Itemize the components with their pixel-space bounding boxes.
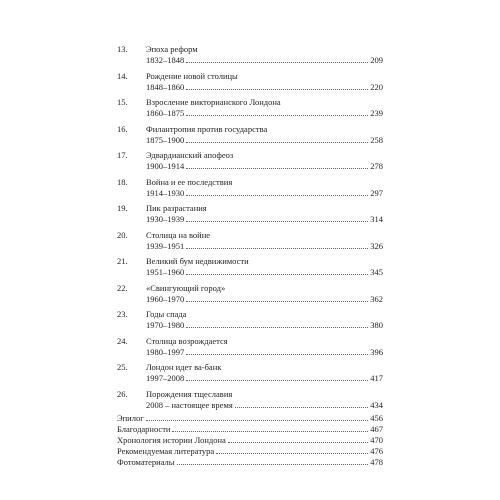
entry-title: Фотоматериалы bbox=[117, 456, 175, 467]
dot-leader bbox=[186, 380, 368, 381]
chapter-page-number: 258 bbox=[370, 134, 383, 145]
toc-entry-epilogue bbox=[117, 413, 383, 424]
chapter-period: 1939–1951 bbox=[146, 240, 185, 251]
chapter-period: 1832–1848 bbox=[146, 55, 185, 65]
chapter-period: 1930–1939 bbox=[146, 214, 185, 224]
chapter-period: 1914–1930 bbox=[146, 187, 185, 198]
chapter-page-number: 297 bbox=[370, 187, 383, 198]
dot-leader bbox=[186, 115, 368, 116]
chapter-number: 15. bbox=[117, 97, 128, 107]
entry-title: Благодарности bbox=[117, 423, 171, 434]
dot-leader bbox=[186, 248, 368, 249]
chapter-page-number: 220 bbox=[370, 81, 383, 92]
entry-title: Рекомендуемая литература bbox=[117, 445, 215, 456]
chapter-number: 17. bbox=[117, 150, 128, 160]
dot-leader bbox=[186, 274, 368, 275]
entry-page-number: 476 bbox=[370, 445, 383, 456]
chapter-number: 26. bbox=[117, 388, 128, 399]
chapter-number: 18. bbox=[117, 176, 128, 187]
chapter-period: 1951–1960 bbox=[146, 267, 185, 277]
chapter-page-number: 345 bbox=[370, 267, 383, 277]
chapter-number: 19. bbox=[117, 203, 128, 213]
chapter-title: Великий бум недвижимости bbox=[146, 256, 249, 266]
chapter-number: 14. bbox=[117, 70, 128, 81]
dot-leader bbox=[186, 327, 368, 328]
entry-page-number: 478 bbox=[370, 456, 383, 467]
chapter-page-number: 239 bbox=[370, 108, 383, 118]
chapter-period: 1970–1980 bbox=[146, 320, 185, 330]
chapter-page-number: 396 bbox=[370, 346, 383, 357]
chapter-title: Порождения тщеславия bbox=[146, 388, 233, 399]
chapter-title: Рождение новой столицы bbox=[146, 70, 238, 81]
dot-leader bbox=[146, 420, 369, 421]
dot-leader bbox=[186, 195, 368, 196]
chapter-title: Эпоха реформ bbox=[146, 44, 198, 54]
dot-leader bbox=[172, 431, 368, 432]
toc-chapter bbox=[117, 71, 383, 93]
toc-entry-chronology bbox=[117, 435, 383, 446]
entry-title: Эпилог bbox=[117, 412, 144, 423]
chapter-period: 1997–2008 bbox=[146, 373, 185, 383]
dot-leader bbox=[177, 464, 369, 465]
toc-chapter bbox=[117, 124, 383, 146]
chapter-page-number: 209 bbox=[370, 55, 383, 65]
chapter-page-number: 434 bbox=[370, 399, 383, 410]
toc-entry-further-reading bbox=[117, 446, 383, 457]
chapter-period: 1980–1997 bbox=[146, 346, 185, 357]
dot-leader bbox=[235, 407, 369, 408]
dot-leader bbox=[186, 354, 368, 355]
dot-leader bbox=[228, 442, 368, 443]
toc-chapter bbox=[117, 256, 383, 278]
chapter-period: 1875–1900 bbox=[146, 134, 185, 145]
chapter-number: 22. bbox=[117, 282, 128, 293]
entry-page-number: 470 bbox=[370, 434, 383, 445]
chapter-title: Война и ее последствия bbox=[146, 176, 233, 187]
chapter-page-number: 278 bbox=[370, 161, 383, 171]
toc-chapter bbox=[117, 362, 383, 384]
toc-chapter bbox=[117, 44, 383, 66]
dot-leader bbox=[186, 301, 368, 302]
chapter-period: 2008 – настоящее время bbox=[146, 399, 233, 410]
dot-leader bbox=[216, 453, 368, 454]
chapter-number: 20. bbox=[117, 229, 128, 240]
chapter-title: Годы спада bbox=[146, 309, 187, 319]
chapter-page-number: 380 bbox=[370, 320, 383, 330]
chapter-title: Лондон идет ва-банк bbox=[146, 362, 222, 372]
chapter-page-number: 326 bbox=[370, 240, 383, 251]
chapter-page-number: 417 bbox=[370, 373, 383, 383]
chapter-number: 16. bbox=[117, 123, 128, 134]
chapter-page-number: 314 bbox=[370, 214, 383, 224]
chapter-period: 1900–1914 bbox=[146, 161, 185, 171]
dot-leader bbox=[186, 89, 368, 90]
dot-leader bbox=[186, 142, 368, 143]
toc-chapter bbox=[117, 97, 383, 119]
chapter-number: 25. bbox=[117, 362, 128, 372]
chapter-number: 21. bbox=[117, 256, 128, 266]
dot-leader bbox=[186, 62, 368, 63]
table-of-contents bbox=[117, 44, 383, 468]
toc-chapter bbox=[117, 309, 383, 331]
toc-chapter bbox=[117, 389, 383, 411]
chapter-title: Взросление викторианского Лондона bbox=[146, 97, 281, 107]
toc-chapter bbox=[117, 203, 383, 225]
chapter-number: 24. bbox=[117, 335, 128, 346]
chapter-period: 1960–1970 bbox=[146, 293, 185, 304]
chapter-title: Эдвардианский апофеоз bbox=[146, 150, 234, 160]
toc-entry-acknowledgements bbox=[117, 424, 383, 435]
toc-extras bbox=[117, 413, 383, 468]
toc-chapter bbox=[117, 336, 383, 358]
chapter-title: Филантропия против государства bbox=[146, 123, 268, 134]
chapter-title: Столица возрождается bbox=[146, 335, 228, 346]
chapter-title: Столица на войне bbox=[146, 229, 211, 240]
dot-leader bbox=[186, 221, 368, 222]
toc-chapter bbox=[117, 230, 383, 252]
chapter-title: «Свингующий город» bbox=[146, 282, 226, 293]
chapter-page-number: 362 bbox=[370, 293, 383, 304]
toc-chapter bbox=[117, 150, 383, 172]
chapter-number: 23. bbox=[117, 309, 128, 319]
chapter-number: 13. bbox=[117, 44, 128, 54]
chapter-title: Пик разрастания bbox=[146, 203, 207, 213]
entry-page-number: 467 bbox=[370, 423, 383, 434]
chapter-period: 1848–1860 bbox=[146, 81, 185, 92]
dot-leader bbox=[186, 168, 368, 169]
entry-title: Хронология истории Лондона bbox=[117, 434, 226, 445]
chapter-period: 1860–1875 bbox=[146, 108, 185, 118]
toc-chapter bbox=[117, 177, 383, 199]
toc-entry-photo-credits bbox=[117, 457, 383, 468]
toc-chapter bbox=[117, 283, 383, 305]
entry-page-number: 456 bbox=[370, 412, 383, 423]
